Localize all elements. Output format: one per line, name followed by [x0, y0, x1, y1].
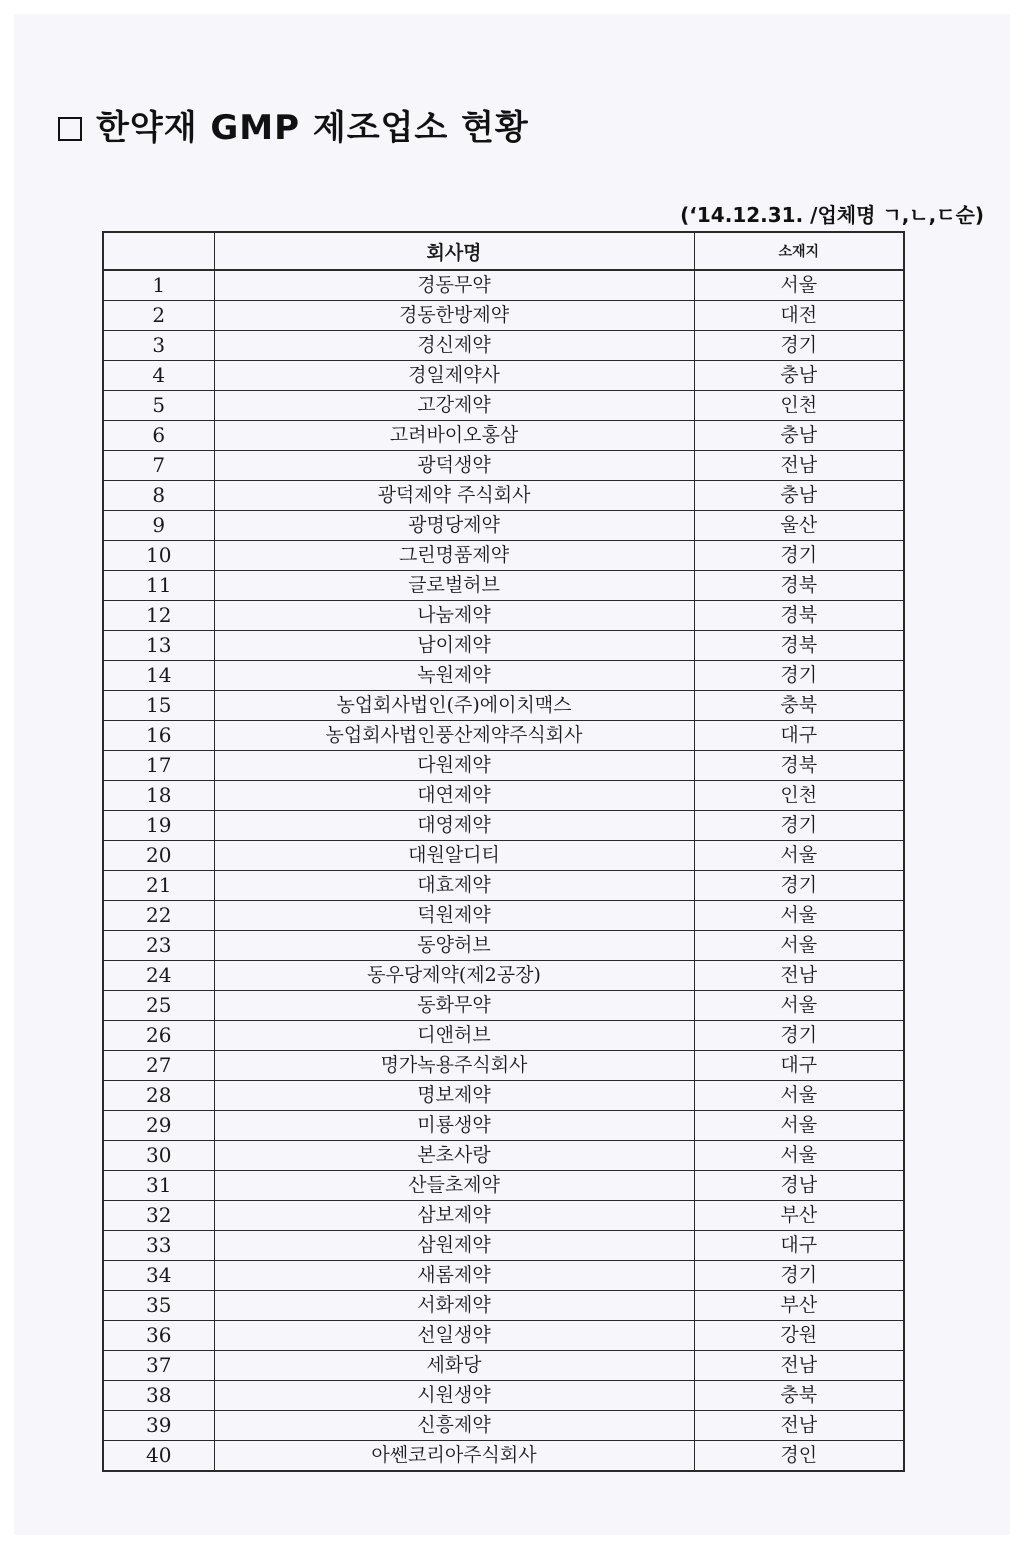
table-header-row — [103, 232, 904, 270]
company-location: 경기 — [694, 811, 904, 841]
table-row — [103, 391, 904, 421]
company-name: 대영제약 — [214, 811, 694, 841]
company-location: 경남 — [694, 1171, 904, 1201]
row-number: 7 — [103, 451, 214, 481]
company-location: 전남 — [694, 451, 904, 481]
company-name: 산들초제약 — [214, 1171, 694, 1201]
table-row — [103, 751, 904, 781]
company-location: 서울 — [694, 1081, 904, 1111]
table-row — [103, 1171, 904, 1201]
table-row — [103, 1321, 904, 1351]
company-location: 충남 — [694, 481, 904, 511]
row-number: 23 — [103, 931, 214, 961]
company-location: 전남 — [694, 961, 904, 991]
table-row — [103, 841, 904, 871]
table-row — [103, 301, 904, 331]
row-number: 31 — [103, 1171, 214, 1201]
company-name: 고강제약 — [214, 391, 694, 421]
table-row — [103, 1141, 904, 1171]
company-name: 경신제약 — [214, 331, 694, 361]
company-name: 서화제약 — [214, 1291, 694, 1321]
table-row — [103, 270, 904, 301]
table-row — [103, 1381, 904, 1411]
company-location: 서울 — [694, 991, 904, 1021]
row-number: 40 — [103, 1441, 214, 1472]
table-row — [103, 571, 904, 601]
company-location: 서울 — [694, 1111, 904, 1141]
table-row — [103, 421, 904, 451]
row-number: 8 — [103, 481, 214, 511]
table-row — [103, 511, 904, 541]
row-number: 13 — [103, 631, 214, 661]
header-number — [103, 232, 214, 270]
row-number: 16 — [103, 721, 214, 751]
company-location: 부산 — [694, 1201, 904, 1231]
row-number: 21 — [103, 871, 214, 901]
company-location: 대구 — [694, 1231, 904, 1261]
company-location: 인천 — [694, 391, 904, 421]
company-location: 충남 — [694, 361, 904, 391]
company-name: 덕원제약 — [214, 901, 694, 931]
table-row — [103, 1351, 904, 1381]
company-location: 서울 — [694, 1141, 904, 1171]
table-row — [103, 871, 904, 901]
company-name: 경동한방제약 — [214, 301, 694, 331]
company-location: 울산 — [694, 511, 904, 541]
row-number: 24 — [103, 961, 214, 991]
company-location: 경기 — [694, 331, 904, 361]
company-location: 경기 — [694, 661, 904, 691]
company-name: 대연제약 — [214, 781, 694, 811]
row-number: 15 — [103, 691, 214, 721]
company-name: 새롬제약 — [214, 1261, 694, 1291]
company-name: 신흥제약 — [214, 1411, 694, 1441]
row-number: 33 — [103, 1231, 214, 1261]
table-row — [103, 361, 904, 391]
company-location: 충북 — [694, 1381, 904, 1411]
table-row — [103, 1411, 904, 1441]
table-row — [103, 1111, 904, 1141]
company-name: 고려바이오홍삼 — [214, 421, 694, 451]
company-name: 아쎈코리아주식회사 — [214, 1441, 694, 1472]
row-number: 38 — [103, 1381, 214, 1411]
company-name: 명가녹용주식회사 — [214, 1051, 694, 1081]
table-row — [103, 1201, 904, 1231]
table-row — [103, 691, 904, 721]
company-location: 충남 — [694, 421, 904, 451]
company-location: 서울 — [694, 270, 904, 301]
header-company-name: 회사명 — [214, 232, 694, 270]
table-body — [103, 270, 904, 1471]
row-number: 29 — [103, 1111, 214, 1141]
row-number: 1 — [103, 270, 214, 301]
company-location: 서울 — [694, 931, 904, 961]
table-row — [103, 991, 904, 1021]
company-name: 삼원제약 — [214, 1231, 694, 1261]
row-number: 4 — [103, 361, 214, 391]
checkbox-square-icon — [58, 117, 82, 141]
company-name: 광명당제약 — [214, 511, 694, 541]
table-row — [103, 661, 904, 691]
row-number: 9 — [103, 511, 214, 541]
company-location: 경기 — [694, 541, 904, 571]
company-location: 서울 — [694, 841, 904, 871]
company-name: 나눔제약 — [214, 601, 694, 631]
company-location: 인천 — [694, 781, 904, 811]
company-name: 남이제약 — [214, 631, 694, 661]
company-location: 대전 — [694, 301, 904, 331]
table-row — [103, 901, 904, 931]
row-number: 35 — [103, 1291, 214, 1321]
company-location: 경북 — [694, 631, 904, 661]
company-name: 명보제약 — [214, 1081, 694, 1111]
company-name: 본초사랑 — [214, 1141, 694, 1171]
page-title — [58, 100, 529, 149]
company-location: 경북 — [694, 601, 904, 631]
company-name: 대원알디티 — [214, 841, 694, 871]
row-number: 6 — [103, 421, 214, 451]
table-row — [103, 331, 904, 361]
table-row — [103, 1051, 904, 1081]
page-title-text: 한약재 GMP 제조업소 현황 — [96, 108, 529, 148]
header-location: 소재지 — [694, 232, 904, 270]
row-number: 34 — [103, 1261, 214, 1291]
company-name: 대효제약 — [214, 871, 694, 901]
company-name: 시원생약 — [214, 1381, 694, 1411]
table-row — [103, 721, 904, 751]
company-name: 광덕제약 주식회사 — [214, 481, 694, 511]
company-location: 충북 — [694, 691, 904, 721]
company-name: 미룡생약 — [214, 1111, 694, 1141]
company-name: 경동무약 — [214, 270, 694, 301]
company-location: 부산 — [694, 1291, 904, 1321]
company-location: 경북 — [694, 571, 904, 601]
table-row — [103, 1441, 904, 1472]
row-number: 27 — [103, 1051, 214, 1081]
row-number: 37 — [103, 1351, 214, 1381]
row-number: 20 — [103, 841, 214, 871]
company-name: 선일생약 — [214, 1321, 694, 1351]
company-name: 경일제약사 — [214, 361, 694, 391]
company-name: 광덕생약 — [214, 451, 694, 481]
company-location: 경기 — [694, 871, 904, 901]
row-number: 39 — [103, 1411, 214, 1441]
table-row — [103, 931, 904, 961]
company-name: 디앤허브 — [214, 1021, 694, 1051]
table-row — [103, 811, 904, 841]
table-row — [103, 781, 904, 811]
manufacturer-table — [102, 231, 905, 1472]
company-name: 다원제약 — [214, 751, 694, 781]
company-name: 동우당제약(제2공장) — [214, 961, 694, 991]
row-number: 36 — [103, 1321, 214, 1351]
table-row — [103, 1291, 904, 1321]
company-location: 경북 — [694, 751, 904, 781]
table-row — [103, 541, 904, 571]
row-number: 28 — [103, 1081, 214, 1111]
row-number: 10 — [103, 541, 214, 571]
row-number: 26 — [103, 1021, 214, 1051]
row-number: 14 — [103, 661, 214, 691]
company-location: 경기 — [694, 1261, 904, 1291]
company-name: 농업회사법인풍산제약주식회사 — [214, 721, 694, 751]
company-name: 삼보제약 — [214, 1201, 694, 1231]
table-row — [103, 1081, 904, 1111]
table-row — [103, 961, 904, 991]
row-number: 30 — [103, 1141, 214, 1171]
company-name: 그린명품제약 — [214, 541, 694, 571]
company-name: 글로벌허브 — [214, 571, 694, 601]
row-number: 3 — [103, 331, 214, 361]
row-number: 2 — [103, 301, 214, 331]
company-location: 대구 — [694, 1051, 904, 1081]
company-name: 농업회사법인(주)에이치맥스 — [214, 691, 694, 721]
row-number: 17 — [103, 751, 214, 781]
table-row — [103, 451, 904, 481]
row-number: 19 — [103, 811, 214, 841]
row-number: 32 — [103, 1201, 214, 1231]
row-number: 12 — [103, 601, 214, 631]
company-location: 강원 — [694, 1321, 904, 1351]
company-location: 대구 — [694, 721, 904, 751]
table-row — [103, 601, 904, 631]
table-row — [103, 481, 904, 511]
company-name: 세화당 — [214, 1351, 694, 1381]
table-row — [103, 631, 904, 661]
row-number: 25 — [103, 991, 214, 1021]
company-name: 동양허브 — [214, 931, 694, 961]
row-number: 22 — [103, 901, 214, 931]
company-location: 경인 — [694, 1441, 904, 1472]
company-name: 녹원제약 — [214, 661, 694, 691]
company-name: 동화무약 — [214, 991, 694, 1021]
row-number: 11 — [103, 571, 214, 601]
table-row — [103, 1231, 904, 1261]
company-location: 전남 — [694, 1411, 904, 1441]
table-row — [103, 1261, 904, 1291]
row-number: 18 — [103, 781, 214, 811]
row-number: 5 — [103, 391, 214, 421]
date-note: (‘14.12.31. /업체명 ㄱ,ㄴ,ㄷ순) — [680, 203, 984, 227]
table-row — [103, 1021, 904, 1051]
company-location: 전남 — [694, 1351, 904, 1381]
company-location: 경기 — [694, 1021, 904, 1051]
company-location: 서울 — [694, 901, 904, 931]
